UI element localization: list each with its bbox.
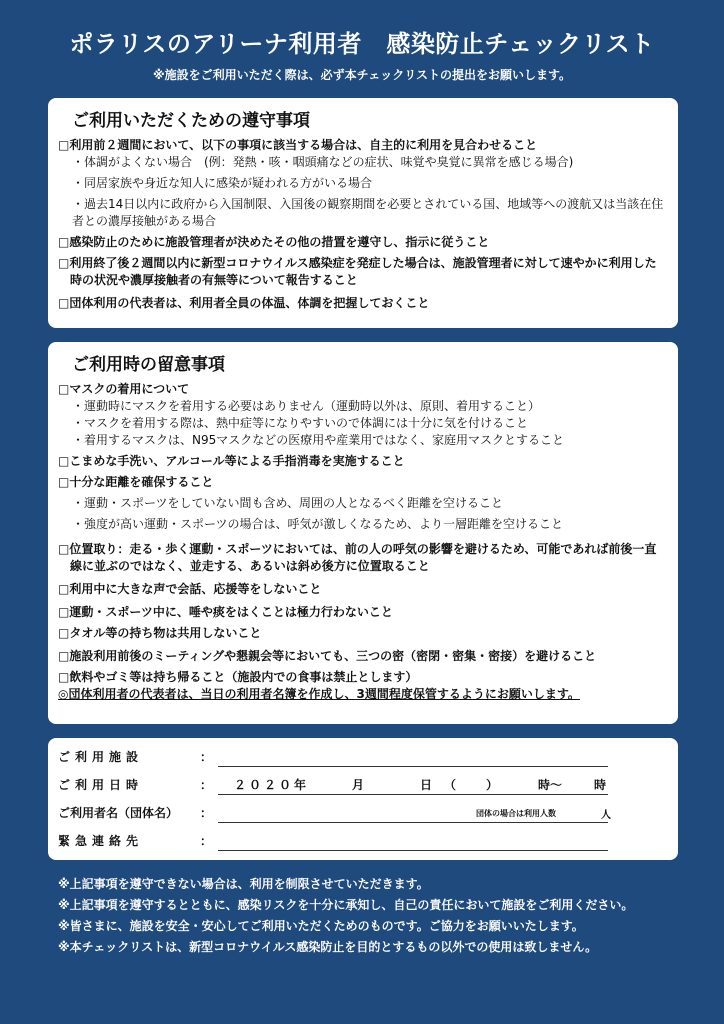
check-item: □マスクの着用について	[58, 382, 190, 396]
check-item: □施設利用前後のミーティングや懇親会等においても、三つの密（密閉・密集・密接）を避けること	[58, 649, 597, 663]
check-item: □利用終了後２週間以内に新型コロナウイルス感染症を発症した場合は、施設管理者に対して速やかに利用した時の状況や濃厚接触者の有無等について報告すること	[58, 256, 657, 287]
section-title: ご利用いただくための遵守事項	[72, 111, 310, 131]
check-item: □飲料やゴミ等は持ち帰ること（施設内での食事は禁止とします）	[58, 670, 418, 684]
contact-row	[58, 832, 668, 852]
section-title: ご利用時の留意事項	[72, 355, 225, 375]
sub-item: ・マスクを着用する際は、熱中症等になりやすいので体調には十分に気を付けること	[72, 416, 529, 430]
date-underline	[218, 794, 608, 795]
check-item: □感染防止のために施設管理者が決めたその他の措置を遵守し、指示に従うこと	[58, 235, 490, 249]
sub-item: ・強度が高い運動・スポーツの場合は、呼気が激しくなるため、より一層距離を空けること	[72, 517, 564, 531]
colon: ：	[200, 834, 213, 848]
name-field[interactable]	[218, 822, 608, 823]
name-row	[58, 804, 668, 824]
group-count-unit: 人	[601, 810, 611, 821]
facility-field[interactable]	[218, 766, 608, 767]
precautions-section	[48, 342, 678, 724]
colon: ：	[200, 778, 213, 792]
date-row	[58, 776, 668, 796]
time-from: 時～	[538, 778, 563, 792]
note-item: ※上記事項を遵守できない場合は、利用を制限させていただきます。	[58, 877, 429, 891]
check-item: □利用前２週間において、以下の事項に該当する場合は、自主的に利用を見合わせること	[58, 138, 538, 152]
sub-item: ・過去14日以内に政府から入国制限、入国後の観察期間を必要とされている国、地域等への渡航又は当該在住者との濃厚接触がある場合	[72, 197, 664, 228]
facility-row	[58, 748, 668, 768]
page-subtitle: ※施設をご利用いただく際は、必ず本チェックリストの提出をお願いします。	[152, 68, 572, 82]
colon: ：	[200, 750, 213, 764]
day-text: 日	[420, 778, 433, 792]
check-item: □団体利用の代表者は、利用者全員の体温、体調を把握しておくこと	[58, 296, 430, 310]
paren-close: ）	[486, 778, 499, 792]
month-text: 月	[352, 778, 365, 792]
paren-open: （	[444, 778, 457, 792]
check-item: □位置取り：走る・歩く運動・スポーツにおいては、前の人の呼気の影響を避けるため、可能であれば前後一直線に並ぶのではなく、並走する、あるいは斜め後方に位置取ること	[58, 542, 657, 573]
note-item: ※皆さまに、施設を安全・安心してご利用いただくためのものです。ご協力をお願いいたします。	[58, 919, 584, 933]
note-item: ※本チェックリストは、新型コロナウイルス感染防止を目的とするもの以外での使用は致しません。	[58, 940, 598, 954]
compliance-section	[48, 98, 678, 328]
colon: ：	[200, 806, 213, 820]
footer-notes	[58, 874, 678, 958]
sub-item: ・運動・スポーツをしていない間も含め、周囲の人となるべく距離を空けること	[72, 496, 504, 510]
name-label: ご利用者名（団体名）	[58, 806, 179, 820]
date-label: ご利用日時	[58, 778, 144, 792]
check-item: □運動・スポーツ中に、唾や痰をはくことは極力行わないこと	[58, 605, 393, 619]
check-item: □利用中に大きな声で会話、応援等をしないこと	[58, 582, 322, 596]
contact-field[interactable]	[218, 850, 608, 851]
group-leader-note: ◎団体利用者の代表者は、当日の利用者名簿を作成し、3週間程度保管するようにお願いします。	[58, 687, 580, 701]
check-item: □タオル等の持ち物は共用しないこと	[58, 626, 262, 640]
registration-form	[48, 738, 678, 860]
sub-item: ・着用するマスクは、N95マスクなどの医療用や産業用ではなく、家庭用マスクとすること	[72, 433, 565, 447]
sub-item: ・運動時にマスクを着用する必要はありません（運動時以外は、原則、着用すること）	[72, 399, 541, 413]
group-count-note: 団体の場合は利用人数	[476, 809, 556, 818]
year-text: ２０２０年	[234, 778, 310, 792]
page-title: ポラリスのアリーナ利用者 感染防止チェックリスト	[69, 30, 655, 58]
facility-label: ご利用施設	[58, 750, 144, 764]
time-to: 時	[594, 778, 607, 792]
sub-item: ・同居家族や身近な知人に感染が疑われる方がいる場合	[72, 176, 373, 190]
note-item: ※上記事項を遵守するとともに、感染リスクを十分に承知し、自己の責任において施設をご利用ください。	[58, 898, 634, 912]
check-item: □十分な距離を確保すること	[58, 475, 214, 489]
check-item: □こまめな手洗い、アルコール等による手指消毒を実施すること	[58, 454, 405, 468]
sub-item: ・体調がよくない場合 (例：発熱・咳・咽頭痛などの症状、味覚や臭覚に異常を感じる場合)	[72, 155, 574, 169]
contact-label: 緊急連絡先	[58, 834, 144, 848]
